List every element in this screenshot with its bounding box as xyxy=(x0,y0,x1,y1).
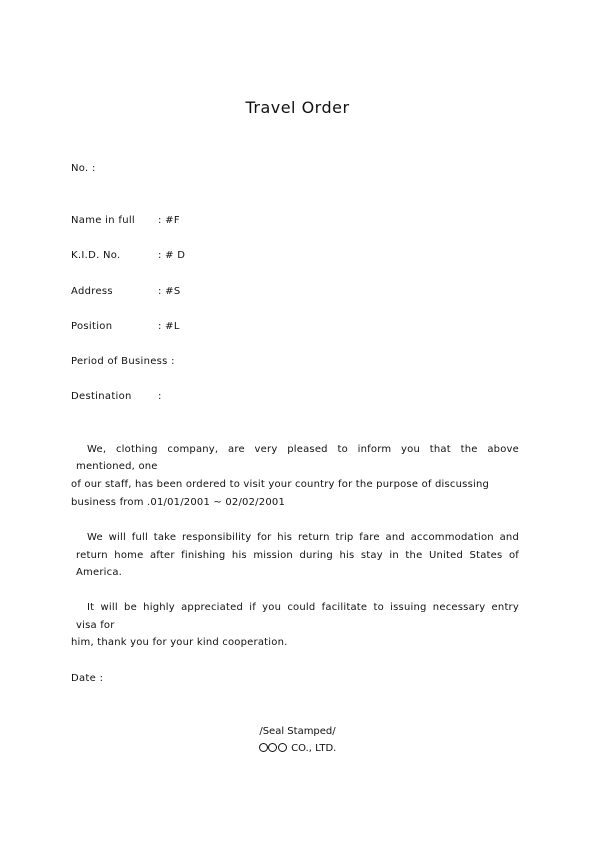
paragraph-2-line-1: We will full take responsibility for his return trip fare and accommodation and xyxy=(87,532,519,543)
field-label: K.I.D. No. xyxy=(71,250,121,261)
field-position xyxy=(71,321,180,334)
paragraph-1-line-2: mentioned, one xyxy=(76,461,158,472)
field-value: : #L xyxy=(158,321,180,332)
company-suffix: CO., LTD. xyxy=(291,743,337,754)
field-label: Period of Business : xyxy=(71,356,175,367)
field-value: : #F xyxy=(158,215,180,226)
field-value: : #S xyxy=(158,286,181,297)
paragraph-1-line-3: of our staff, has been ordered to visit your country for the purpose of discussing xyxy=(71,479,490,490)
company-line xyxy=(0,743,595,755)
field-destination xyxy=(71,391,162,404)
page-title: Travel Order xyxy=(245,98,350,117)
field-address xyxy=(71,286,181,299)
field-kid-no xyxy=(71,250,186,263)
field-label: Destination xyxy=(71,391,132,402)
paragraph-2-line-3: America. xyxy=(76,567,123,578)
field-label: Position xyxy=(71,321,113,332)
paragraph-3-line-1: It will be highly appreciated if you could facilitate to issuing necessary entry xyxy=(87,602,519,613)
paragraph-2-line-2: return home after finishing his mission during his stay in the United States of xyxy=(76,550,519,561)
field-label: Address xyxy=(71,286,113,297)
number-label: No. : xyxy=(71,163,96,174)
field-value: : # D xyxy=(158,250,186,261)
paragraph-1-line-1: We, clothing company, are very pleased to inform you that the above xyxy=(87,444,519,455)
paragraph-3-line-2: visa for xyxy=(76,620,115,631)
field-label: Name in full xyxy=(71,215,135,226)
paragraph-3-line-3: him, thank you for your kind cooperation. xyxy=(71,637,288,648)
field-name xyxy=(71,215,180,228)
field-value: : xyxy=(158,391,162,402)
company-name-placeholder-circles xyxy=(259,743,288,755)
field-period xyxy=(71,356,175,369)
paragraph-1-line-4: business from .01/01/2001 ~ 02/02/2001 xyxy=(71,497,286,508)
date-label: Date : xyxy=(71,673,104,684)
seal-text: /Seal Stamped/ xyxy=(259,726,336,737)
